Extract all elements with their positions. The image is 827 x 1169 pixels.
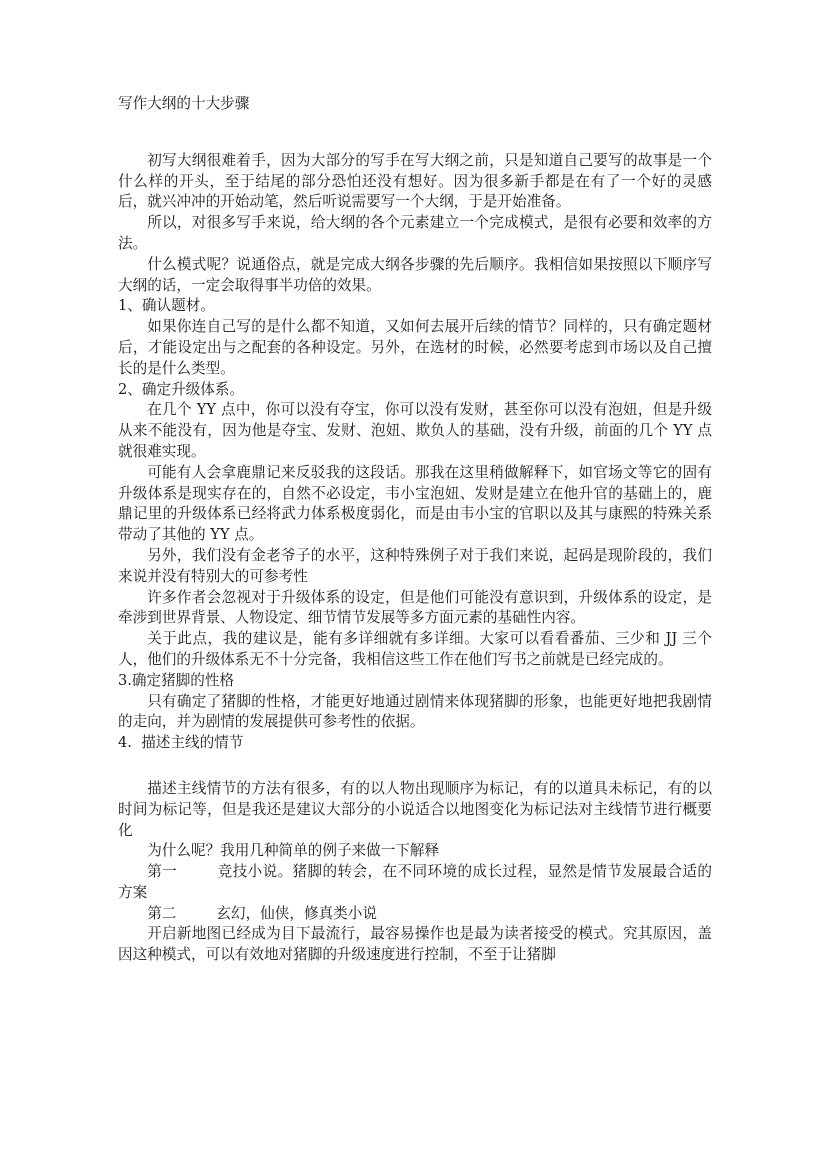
section-heading: 3.确定猪脚的性格 — [118, 671, 235, 689]
paragraph: 什么模式呢？说通俗点，就是完成大纲各步骤的先后顺序。我相信如果按照以下顺序写大纲的话，一定会取得事半功倍的效果。 — [118, 255, 712, 294]
document-title: 写作大纲的十大步骤 — [118, 95, 250, 112]
list-label: 第二 — [147, 904, 177, 922]
paragraph: 如果你连自己写的是什么都不知道，又如何去展开后续的情节？同样的，只有确定题材后，才能设定出与之配套的各种设定。另外，在选材的时候，必然要考虑到市场以及自己擅长的是什么类型。 — [118, 318, 712, 377]
paragraph: 所以，对很多写手来说，给大纲的各个元素建立一个完成模式，是很有必要和效率的方法。 — [118, 214, 712, 252]
paragraph: 开启新地图已经成为目下最流行，最容易操作也是最为读者接受的模式。究其原因，盖因这种模式，可以有效地对猪脚的升级速度进行控制，不至于让猪脚 — [118, 925, 712, 964]
list-text: 玄幻，仙侠，修真类小说 — [216, 904, 377, 922]
paragraph — [118, 904, 712, 925]
blank-line — [118, 754, 712, 779]
paragraph: 初写大纲很难着手，因为大部分的写手在写大纲之前，只是知道自己要写的故事是一个什么样的开头，至于结尾的部分恐怕还没有想好。因为很多新手都是在有了一个好的灵感后，就兴冲冲的开始动笔，然后听说需要写一个大纲，于是开始准备。 — [118, 151, 712, 211]
paragraph: 描述主线情节的方法有很多，有的以人物出现顺序为标记，有的以道具未标记，有的以时间为标记等，但是我还是建议大部分的小说适合以地图变化为标记法对主线情节进行概要化 — [118, 779, 712, 839]
section-heading: 2、确定升级体系。 — [118, 380, 245, 398]
list-label: 第一 — [147, 863, 178, 881]
paragraph — [118, 862, 712, 904]
section-heading: 1、确认题材。 — [118, 297, 215, 315]
paragraph: 只有确定了猪脚的性格，才能更好地通过剧情来体现猪脚的形象，也能更好地把我剧情的走向，并为剧情的发展提供可参考性的依据。 — [118, 692, 712, 731]
paragraph: 许多作者会忽视对于升级体系的设定，但是他们可能没有意识到，升级体系的设定，是牵涉到世界背景、人物设定、细节情节发展等多方面元素的基础性内容。 — [118, 588, 712, 627]
paragraph: 关于此点，我的建议是，能有多详细就有多详细。大家可以看看番茄、三少和 JJ 三个人，他们的升级体系无不十分完备，我相信这些工作在他们写书之前就是已经完成的。 — [118, 630, 712, 668]
document-page — [118, 94, 712, 966]
paragraph: 另外，我们没有金老爷子的水平，这种特殊例子对于我们来说，起码是现阶段的，我们来说并没有特别大的可参考性 — [118, 546, 712, 585]
list-text: 竞技小说。猪脚的转会，在不同环境的成长过程，显然是情节发展最合适的方案 — [118, 863, 712, 901]
paragraph: 在几个 YY 点中，你可以没有夺宝，你可以没有发财，甚至你可以没有泡妞，但是升级从来不能没有，因为他是夺宝、发财、泡妞、欺负人的基础，没有升级，前面的几个 YY 点就很难实现。 — [118, 401, 712, 460]
paragraph: 可能有人会拿鹿鼎记来反驳我的这段话。那我在这里稍做解释下，如官场文等它的固有升级体系是现实存在的，自然不必设定，韦小宝泡妞、发财是建立在他升官的基础上的，鹿鼎记里的升级体系已经将武力体系极度弱化，而是由韦小宝的官职以及其与康熙的特殊关系带动了其他的 YY 点。 — [118, 463, 712, 544]
paragraph: 为什么呢？我用几种简单的例子来做一下解释 — [147, 842, 440, 860]
section-heading: 4. 描述主线的情节 — [118, 734, 244, 752]
